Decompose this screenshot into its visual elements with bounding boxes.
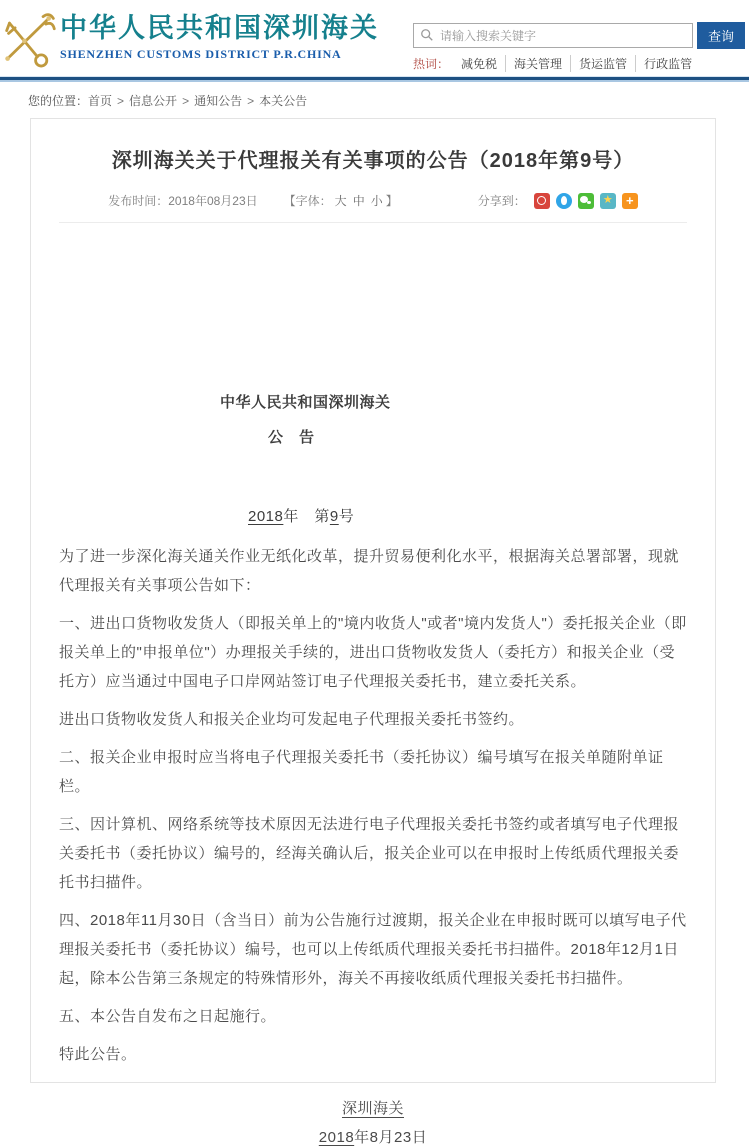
site-header: [0, 0, 749, 76]
paragraph-closing: 特此公告。: [59, 1046, 137, 1063]
site-title-cn: 中华人民共和国深圳海关: [60, 13, 379, 43]
search-input[interactable]: [413, 23, 693, 48]
customs-emblem-icon[interactable]: [2, 8, 58, 70]
paragraph-item-2: 二、报关企业申报时应当将电子代理报关委托书（委托协议）编号填写在报关单随附单证栏。: [59, 749, 664, 795]
wechat-icon[interactable]: [578, 193, 594, 209]
signature-date: 2018年8月23日: [318, 1129, 428, 1146]
font-size-control: [284, 192, 398, 209]
breadcrumb-home[interactable]: 首页: [88, 94, 113, 108]
document-body: [59, 542, 687, 1069]
signature-org: 深圳海关: [341, 1100, 404, 1117]
font-size-medium[interactable]: 中: [352, 194, 365, 208]
breadcrumb: 您的位置：首页 > 信息公开 > 通知公告 > 本关公告: [28, 94, 308, 108]
document-issuer: 中华人民共和国深圳海关: [220, 394, 391, 411]
font-label: 【字体：: [283, 194, 332, 208]
paragraph-item-1-sub: 进出口货物收发货人和报关企业均可发起电子代理报关委托书签约。: [59, 711, 525, 728]
font-size-large[interactable]: 大: [334, 194, 347, 208]
breadcrumb-label: 您的位置：: [28, 94, 89, 108]
hotword-link-2[interactable]: 海关管理: [506, 55, 571, 72]
qzone-icon[interactable]: [600, 193, 616, 209]
share-more-icon[interactable]: [622, 193, 638, 209]
font-size-small[interactable]: 小: [370, 194, 383, 208]
publish-date: 发布时间：2018年08月23日: [108, 194, 258, 208]
paragraph-item-3: 三、因计算机、网络系统等技术原因无法进行电子代理报关委托书签约或者填写电子代理报关委托书（委托协议）编号的，经海关确认后，报关企业可以在申报时上传纸质代理报关委托书扫描件。: [59, 816, 680, 891]
search-area: [413, 22, 745, 72]
site-title-en: SHENZHEN CUSTOMS DISTRICT P.R.CHINA: [60, 47, 342, 62]
paragraph-item-5: 五、本公告自发布之日起施行。: [59, 1008, 277, 1025]
content-panel: [30, 118, 716, 1146]
article-meta: [59, 192, 687, 223]
breadcrumb-customs-announcements[interactable]: 本关公告: [259, 94, 308, 108]
paragraph-item-4: 四、2018年11月30日（含当日）前为公告施行过渡期，报关企业在申报时既可以填写电子代理报关委托书（委托协议）编号，也可以上传纸质代理报关委托书扫描件。2018年12月1日起，除本公告第三条规定的特殊情形外，海关不再接收纸质代理报关委托书扫描件。: [59, 912, 687, 987]
search-icon: [420, 28, 434, 42]
document-type: 公 告: [268, 429, 315, 446]
sina-weibo-icon[interactable]: [534, 193, 550, 209]
breadcrumb-info-disclosure[interactable]: 信息公开: [129, 94, 178, 108]
breadcrumb-notices[interactable]: 通知公告: [194, 94, 243, 108]
page-title: 深圳海关关于代理报关有关事项的公告（2018年第9号）: [111, 150, 635, 172]
hotword-link-1[interactable]: 减免税: [453, 55, 506, 72]
hotword-link-4[interactable]: 行政监管: [644, 57, 693, 71]
hotwords-label: 热词：: [413, 57, 450, 71]
search-button[interactable]: 查询: [697, 22, 745, 49]
announcement-document: [59, 391, 687, 1147]
site-brand: [60, 13, 379, 62]
paragraph-item-1: 一、进出口货物收发货人（即报关单上的"境内收货人"或者"境内发货人"）委托报关企业（即报关单上的"申报单位"）办理报关手续的，进出口货物收发货人（委托方）和报关企业（受托方）应当通过中国电子口岸网站签订电子代理报关委托书，建立委托关系。: [59, 615, 687, 690]
share-label: 分享到：: [477, 194, 526, 208]
document-number: 2018年 第9号: [248, 508, 355, 525]
paragraph-intro: 为了进一步深化海关通关作业无纸化改革，提升贸易便利化水平，根据海关总署部署，现就代理报关有关事项公告如下：: [59, 548, 680, 594]
hotwords-bar: [413, 55, 745, 72]
hotword-link-3[interactable]: 货运监管: [571, 55, 636, 72]
font-label-end: 】: [385, 194, 398, 208]
tencent-weibo-icon[interactable]: [556, 193, 572, 209]
